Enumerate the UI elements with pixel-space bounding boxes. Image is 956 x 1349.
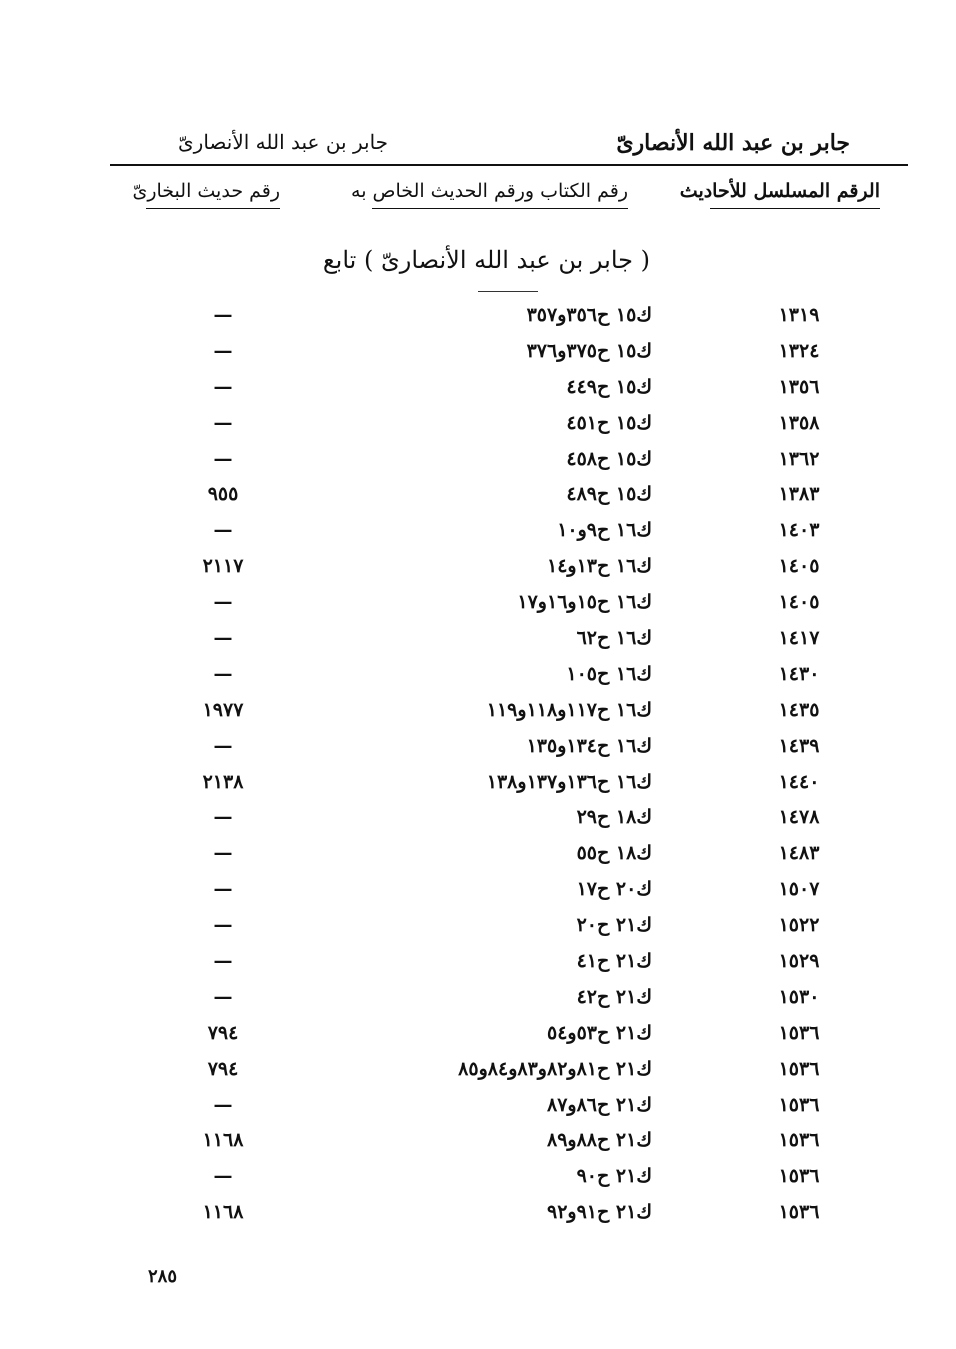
table-row	[0, 767, 956, 803]
serial-number: ١٤٤٠	[778, 770, 820, 793]
bukhari-number: ٩٥٥	[207, 483, 239, 506]
bukhari-number: —	[213, 375, 233, 398]
bukhari-number: ٧٩٤	[207, 1021, 239, 1044]
serial-number: ١٤٣٩	[778, 734, 820, 757]
table-row	[0, 1161, 956, 1197]
bukhari-number: —	[213, 304, 233, 326]
table-row	[0, 408, 956, 444]
book-reference: ك١٦ ح٩و١٠	[557, 519, 652, 542]
serial-number: ١٣٥٦	[778, 375, 820, 398]
book-reference: ك١٦ ح١١٧و١١٨و١١٩	[486, 698, 652, 721]
book-reference: ك٢١ ح٤١	[576, 950, 652, 973]
bukhari-number: —	[213, 339, 233, 362]
serial-number: ١٥٣٦	[778, 1021, 820, 1044]
serial-number: ١٥٢٩	[778, 950, 820, 973]
serial-number: ١٥٣٠	[778, 985, 820, 1008]
table-row	[0, 982, 956, 1018]
serial-number: ١٣٨٣	[778, 483, 820, 506]
book-reference: ك١٥ ح٤٥١	[566, 411, 652, 434]
serial-number: ١٣٥٨	[778, 411, 820, 434]
table-row	[0, 300, 956, 336]
book-reference: ك٢١ ح٩١و٩٢	[546, 1201, 652, 1224]
serial-number: ١٤٠٣	[778, 519, 820, 542]
page-number: ٢٨٥	[148, 1266, 178, 1287]
bukhari-number: —	[213, 627, 233, 650]
bukhari-number: —	[213, 519, 233, 542]
table-row	[0, 336, 956, 372]
table-row	[0, 479, 956, 515]
bukhari-number: —	[213, 447, 233, 470]
table-row	[0, 1018, 956, 1054]
column-header-book: رقم الكتاب ورقم الحديث الخاص به	[372, 180, 628, 209]
table-row	[0, 910, 956, 946]
table-row	[0, 659, 956, 695]
table-row	[0, 731, 956, 767]
book-reference: ك٢١ ح٨٦و٨٧	[546, 1093, 652, 1116]
bukhari-number: ٧٩٤	[207, 1057, 239, 1080]
table-row	[0, 515, 956, 551]
book-reference: ك٢٠ ح١٧	[576, 878, 652, 901]
bukhari-number: —	[213, 806, 233, 829]
book-reference: ك٢١ ح٤٢	[576, 985, 652, 1008]
bukhari-number: —	[213, 842, 233, 865]
serial-number: ١٤٣٥	[778, 698, 820, 721]
book-reference: ك١٨ ح٢٩	[576, 806, 652, 829]
bukhari-number: ١١٦٨	[202, 1129, 244, 1152]
serial-number: ١٤٠٥	[778, 591, 820, 614]
book-reference: ك١٥ ح٣٧٥و٣٧٦	[526, 339, 652, 362]
column-header-serial: الرقم المسلسل للأحاديث	[710, 180, 880, 209]
serial-number: ١٤٣٠	[778, 662, 820, 685]
table-row	[0, 1054, 956, 1090]
table-row	[0, 551, 956, 587]
section-title: ( جابر بن عبد الله الأنصارىّ ) تابع	[322, 246, 650, 274]
book-reference: ك١٥ ح٣٥٦و٣٥٧	[526, 304, 652, 326]
serial-number: ١٥٣٦	[778, 1201, 820, 1224]
bukhari-number: ١١٦٨	[202, 1201, 244, 1224]
serial-number: ١٥٣٦	[778, 1093, 820, 1116]
table-row	[0, 1090, 956, 1126]
book-reference: ك٢١ ح٨٨و٨٩	[546, 1129, 652, 1152]
bukhari-number: ٢١١٧	[202, 555, 244, 578]
table-row	[0, 802, 956, 838]
table-row	[0, 623, 956, 659]
bukhari-number: —	[213, 878, 233, 901]
bukhari-number: ٢١٣٨	[202, 770, 244, 793]
section-underline	[478, 291, 538, 292]
book-reference: ك١٦ ح١٣٦و١٣٧و١٣٨	[486, 770, 652, 793]
hadith-table	[0, 300, 956, 1233]
bukhari-number: —	[213, 914, 233, 937]
serial-number: ١٥٠٧	[778, 878, 820, 901]
table-row	[0, 695, 956, 731]
table-row	[0, 1197, 956, 1233]
table-row	[0, 874, 956, 910]
book-reference: ك١٥ ح٤٨٩	[566, 483, 652, 506]
running-head-right: جابر بن عبد الله الأنصارىّ	[616, 130, 850, 156]
serial-number: ١٤١٧	[778, 627, 820, 650]
table-row	[0, 946, 956, 982]
bukhari-number: —	[213, 662, 233, 685]
bukhari-number: —	[213, 1093, 233, 1116]
book-reference: ك١٥ ح٤٤٩	[566, 375, 652, 398]
serial-number: ١٤٠٥	[778, 555, 820, 578]
bukhari-number: —	[213, 985, 233, 1008]
bukhari-number: —	[213, 950, 233, 973]
header-rule	[110, 164, 908, 166]
bukhari-number: —	[213, 734, 233, 757]
table-row	[0, 587, 956, 623]
serial-number: ١٥٣٦	[778, 1165, 820, 1188]
book-reference: ك١٥ ح٤٥٨	[566, 447, 652, 470]
book-reference: ك٢١ ح٨١و٨٢و٨٣و٨٤و٨٥	[458, 1057, 652, 1080]
book-reference: ك١٦ ح١٥و١٦و١٧	[517, 591, 652, 614]
serial-number: ١٤٧٨	[778, 806, 820, 829]
book-reference: ك١٦ ح١٠٥	[566, 662, 652, 685]
serial-number: ١٣٢٤	[778, 339, 820, 362]
book-reference: ك٢١ ح٢٠	[576, 914, 652, 937]
bukhari-number: —	[213, 591, 233, 614]
book-reference: ك٢١ ح٥٣و٥٤	[546, 1021, 652, 1044]
table-row	[0, 372, 956, 408]
bukhari-number: ١٩٧٧	[202, 698, 244, 721]
serial-number: ١٤٨٣	[778, 842, 820, 865]
serial-number: ١٥٣٦	[778, 1129, 820, 1152]
serial-number: ١٣١٩	[778, 304, 820, 326]
serial-number: ١٥٢٢	[778, 914, 820, 937]
book-reference: ك١٦ ح١٣٤و١٣٥	[526, 734, 652, 757]
bukhari-number: —	[213, 1165, 233, 1188]
running-head-left: جابر بن عبد الله الأنصارىّ	[178, 130, 389, 154]
table-row	[0, 838, 956, 874]
serial-number: ١٥٣٦	[778, 1057, 820, 1080]
book-reference: ك٢١ ح٩٠	[576, 1165, 652, 1188]
book-reference: ك١٨ ح٥٥	[576, 842, 652, 865]
book-reference: ك١٦ ح٦٢	[576, 627, 652, 650]
table-row	[0, 444, 956, 480]
column-header-bukhari: رقم حديث البخارىّ	[146, 180, 280, 209]
table-row	[0, 1125, 956, 1161]
book-reference: ك١٦ ح١٣و١٤	[546, 555, 652, 578]
serial-number: ١٣٦٢	[778, 447, 820, 470]
bukhari-number: —	[213, 411, 233, 434]
